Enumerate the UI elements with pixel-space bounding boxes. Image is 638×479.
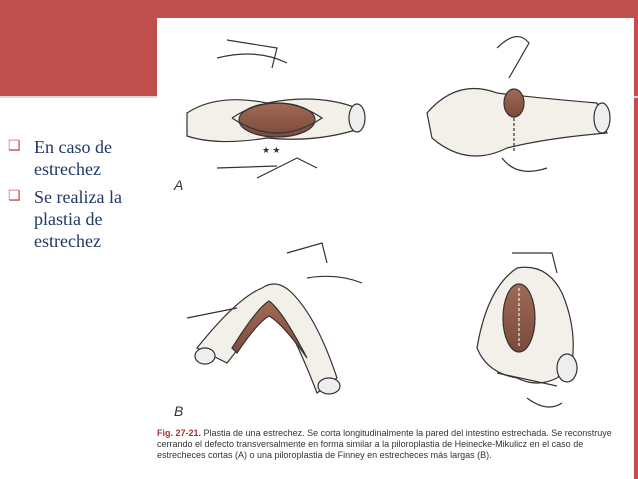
figure-caption [157, 428, 627, 461]
figure-illustration [157, 18, 634, 418]
panel-label-b: B [174, 403, 184, 419]
svg-text:★ ★: ★ ★ [262, 145, 281, 155]
bullet-list [8, 136, 148, 258]
panel-b-right-drawing [477, 253, 577, 407]
bullet-item [8, 186, 148, 252]
caption-text: Plastia de una estrechez. Se corta longitudinalmente la pared del intestino estrechada. Se reconstruye cerrando el defecto transversalmente en forma similar a la piloroplastia de Heinecke-Mikulicz en el caso de estrecheces cortas (A) o una piloroplastia de Finney en estrecheces más largas (B). [157, 428, 612, 460]
bullet-icon: ❑ [8, 139, 21, 154]
caption-label: Fig. 27-21. [157, 428, 202, 438]
panel-a-left-drawing [187, 40, 365, 178]
panel-b-left-drawing [187, 243, 362, 394]
bullet-item [8, 136, 148, 180]
surgical-figure [157, 18, 634, 479]
panel-label-a: A [174, 177, 184, 193]
bullet-text: Se realiza la plastia de estrechez [34, 187, 122, 251]
panel-a-right-drawing [427, 37, 610, 172]
bullet-icon: ❑ [8, 189, 21, 204]
bullet-text: En caso de estrechez [34, 137, 112, 179]
